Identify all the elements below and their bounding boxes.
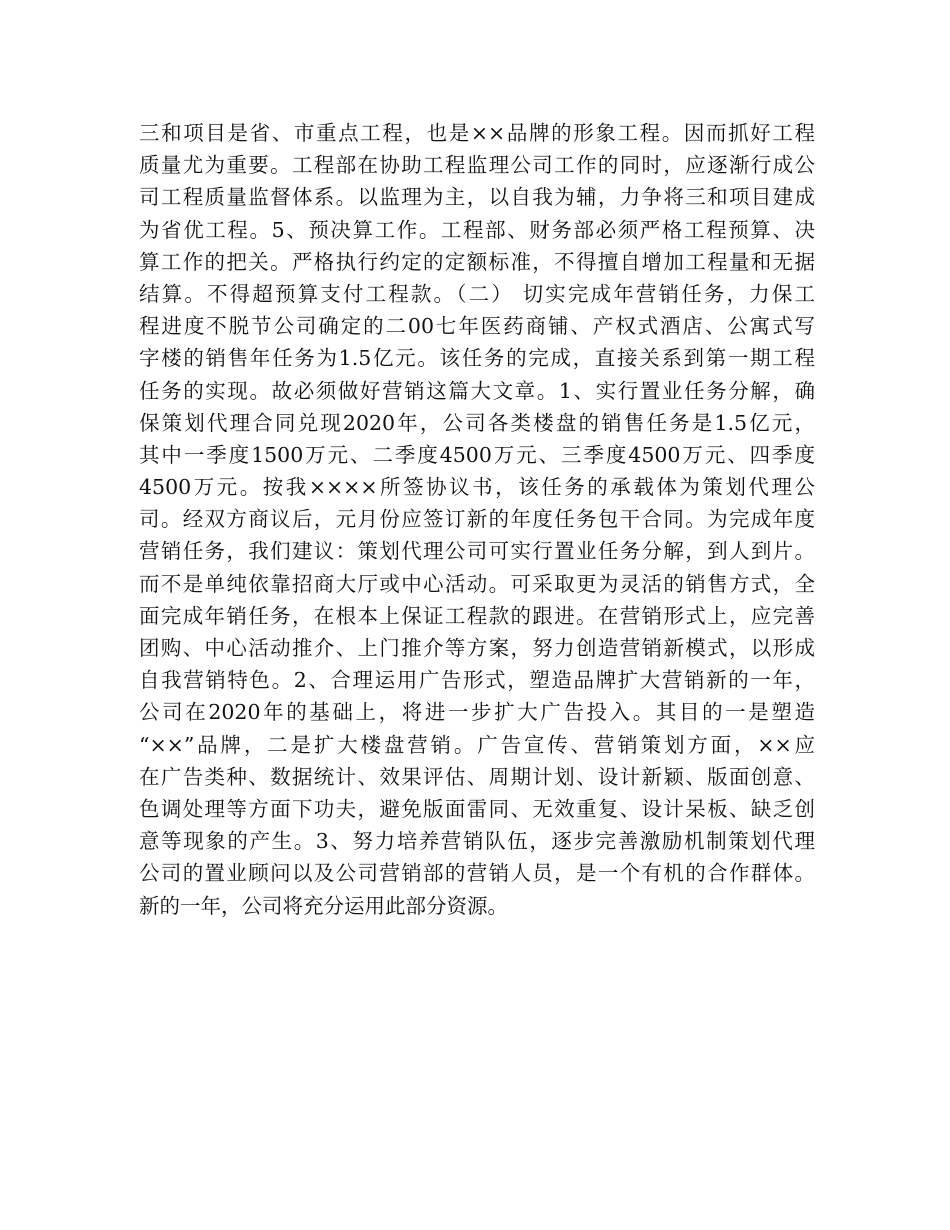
text-line: 色调处理等方面下功夫，避免版面雷同、无效重复、设计呆板、缺乏创 — [139, 796, 815, 821]
text-line: “××”品牌，二是扩大楼盘营销。广告宣传、营销策划方面，××应 — [139, 732, 815, 757]
text-line: 司工程质量监督体系。以监理为主，以自我为辅，力争将三和项目建成 — [139, 185, 815, 210]
text-line: 为省优工程。5、预决算工作。工程部、财务部必须严格工程预算、决 — [139, 217, 815, 242]
text-line: 算工作的把关。严格执行约定的定额标准，不得擅自增加工程量和无据 — [139, 249, 815, 274]
text-line: 任务的实现。故必须做好营销这篇大文章。1、实行置业任务分解，确 — [139, 378, 815, 403]
text-line: 质量尤为重要。工程部在协助工程监理公司工作的同时，应逐渐行成公 — [139, 153, 815, 178]
text-line: 而不是单纯依靠招商大厅或中心活动。可采取更为灵活的销售方式，全 — [139, 571, 815, 596]
text-line: 三和项目是省、市重点工程，也是××品牌的形象工程。因而抓好工程 — [139, 121, 815, 145]
text-line: 保策划代理合同兑现2020年，公司各类楼盘的销售任务是1.5亿元， — [139, 410, 815, 435]
text-line: 新的一年，公司将充分运用此部分资源。 — [139, 893, 508, 918]
text-line: 自我营销特色。2、合理运用广告形式，塑造品牌扩大营销新的一年， — [139, 668, 815, 693]
text-line: 团购、中心活动推介、上门推介等方案，努力创造营销新模式，以形成 — [139, 636, 815, 660]
text-line: 字楼的销售年任务为1.5亿元。该任务的完成，直接关系到第一期工程 — [139, 346, 815, 371]
text-line: 结算。不得超预算支付工程款。（二） 切实完成年营销任务，力保工 — [139, 281, 815, 306]
text-line: 在广告类种、数据统计、效果评估、周期计划、设计新颖、版面创意、 — [139, 764, 815, 789]
body-paragraph — [139, 117, 815, 922]
text-line: 意等现象的产生。3、努力培养营销队伍，逐步完善激励机制策划代理 — [139, 829, 815, 854]
text-line: 公司的置业顾问以及公司营销部的营销人员，是一个有机的合作群体。 — [139, 861, 815, 886]
text-line: 其中一季度1500万元、二季度4500万元、三季度4500万元、四季度 — [139, 442, 815, 467]
text-line: 营销任务，我们建议：策划代理公司可实行置业任务分解，到人到片。 — [139, 539, 815, 564]
text-line: 公司在2020年的基础上，将进一步扩大广告投入。其目的一是塑造 — [139, 700, 815, 725]
text-line: 面完成年销任务，在根本上保证工程款的跟进。在营销形式上，应完善 — [139, 603, 815, 628]
text-line: 司。经双方商议后，元月份应签订新的年度任务包干合同。为完成年度 — [139, 507, 815, 532]
text-line: 程进度不脱节公司确定的二00七年医药商铺、产权式酒店、公寓式写 — [139, 314, 815, 339]
text-line: 4500万元。按我××××所签协议书，该任务的承载体为策划代理公 — [139, 475, 815, 500]
